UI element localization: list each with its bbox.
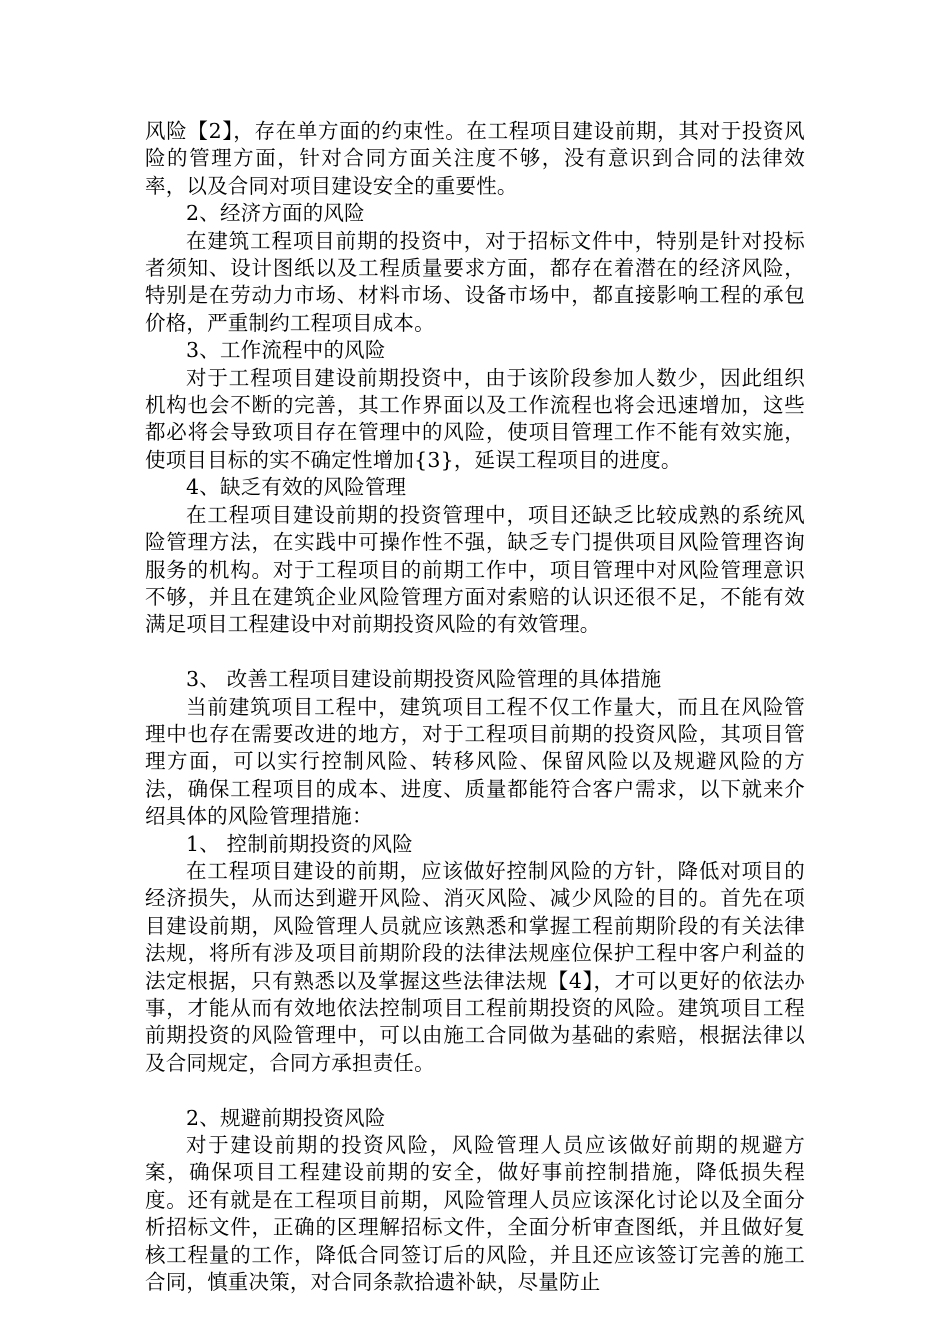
section-heading-workflow-risk: 3、工作流程中的风险 <box>186 338 386 363</box>
section-heading-control-risk: 1、 控制前期投资的风险 <box>186 831 413 856</box>
paragraph: 风险【2】，存在单方面的约束性。在工程项目建设前期，其对于投资风险的管理方面，针对合同方面关注度不够，没有意识到合同的法律效率，以及合同对项目建设安全的重要性。 <box>145 119 805 198</box>
section-heading-avoid-risk: 2、规避前期投资风险 <box>186 1105 386 1130</box>
paragraph: 在建筑工程项目前期的投资中，对于招标文件中，特别是针对投标者须知、设计图纸以及工程质量要求方面，都存在着潜在的经济风险，特别是在劳动力市场、材料市场、设备市场中，都直接影响工程的承包价格，严重制约工程项目成本。 <box>145 228 805 335</box>
blank-line <box>145 639 805 666</box>
paragraph: 当前建筑项目工程中，建筑项目工程不仅工作量大，而且在风险管理中也存在需要改进的地方，对于工程项目前期的投资风险，其项目管理方面，可以实行控制风险、转移风险、保留风险以及规避风险的方法，确保工程项目的成本、进度、质量都能符合客户需求，以下就来介绍具体的风险管理措施： <box>145 694 805 829</box>
section-heading-risk-management: 4、缺乏有效的风险管理 <box>186 475 407 500</box>
blank-line <box>145 1077 805 1104</box>
section-heading-improvement-measures: 3、 改善工程项目建设前期投资风险管理的具体措施 <box>186 667 662 692</box>
paragraph: 对于建设前期的投资风险，风险管理人员应该做好前期的规避方案，确保项目工程建设前期的安全，做好事前控制措施，降低损失程度。还有就是在工程项目前期，风险管理人员应该深化讨论以及全面分析招标文件，正确的区理解招标文件，全面分析审查图纸，并且做好复核工程量的工作，降低合同签订后的风险，并且还应该签订完善的施工合同，慎重决策，对合同条款拾遗补缺，尽量防止 <box>145 1133 805 1295</box>
paragraph: 对于工程项目建设前期投资中，由于该阶段参加人数少，因此组织机构也会不断的完善，其工作界面以及工作流程也将会迅速增加，这些都必将会导致项目存在管理中的风险，使项目管理工作不能有效实施，使项目目标的实不确定性增加{3}，延误工程项目的进度。 <box>145 365 805 472</box>
paragraph: 在工程项目建设前期的投资管理中，项目还缺乏比较成熟的系统风险管理方法，在实践中可操作性不强，缺乏专门提供项目风险管理咨询服务的机构。对于工程项目的前期工作中，项目管理中对风险管理意识不够，并且在建筑企业风险管理方面对索赔的认识还很不足，不能有效满足项目工程建设中对前期投资风险的有效管理。 <box>145 502 805 637</box>
paragraph: 在工程项目建设的前期，应该做好控制风险的方针，降低对项目的经济损失，从而达到避开风险、消灭风险、减少风险的目的。首先在项目建设前期，风险管理人员就应该熟悉和掌握工程前期阶段的有关法律法规，将所有涉及项目前期阶段的法律法规座位保护工程中客户利益的法定根据，只有熟悉以及掌握这些法律法规【4】，才可以更好的依法办事，才能从而有效地依法控制项目工程前期投资的风险。建筑项目工程前期投资的风险管理中，可以由施工合同做为基础的索赔，根据法律以及合同规定，合同方承担责任。 <box>145 858 805 1075</box>
document-body <box>145 118 805 1296</box>
section-heading-economic-risk: 2、经济方面的风险 <box>186 201 365 226</box>
